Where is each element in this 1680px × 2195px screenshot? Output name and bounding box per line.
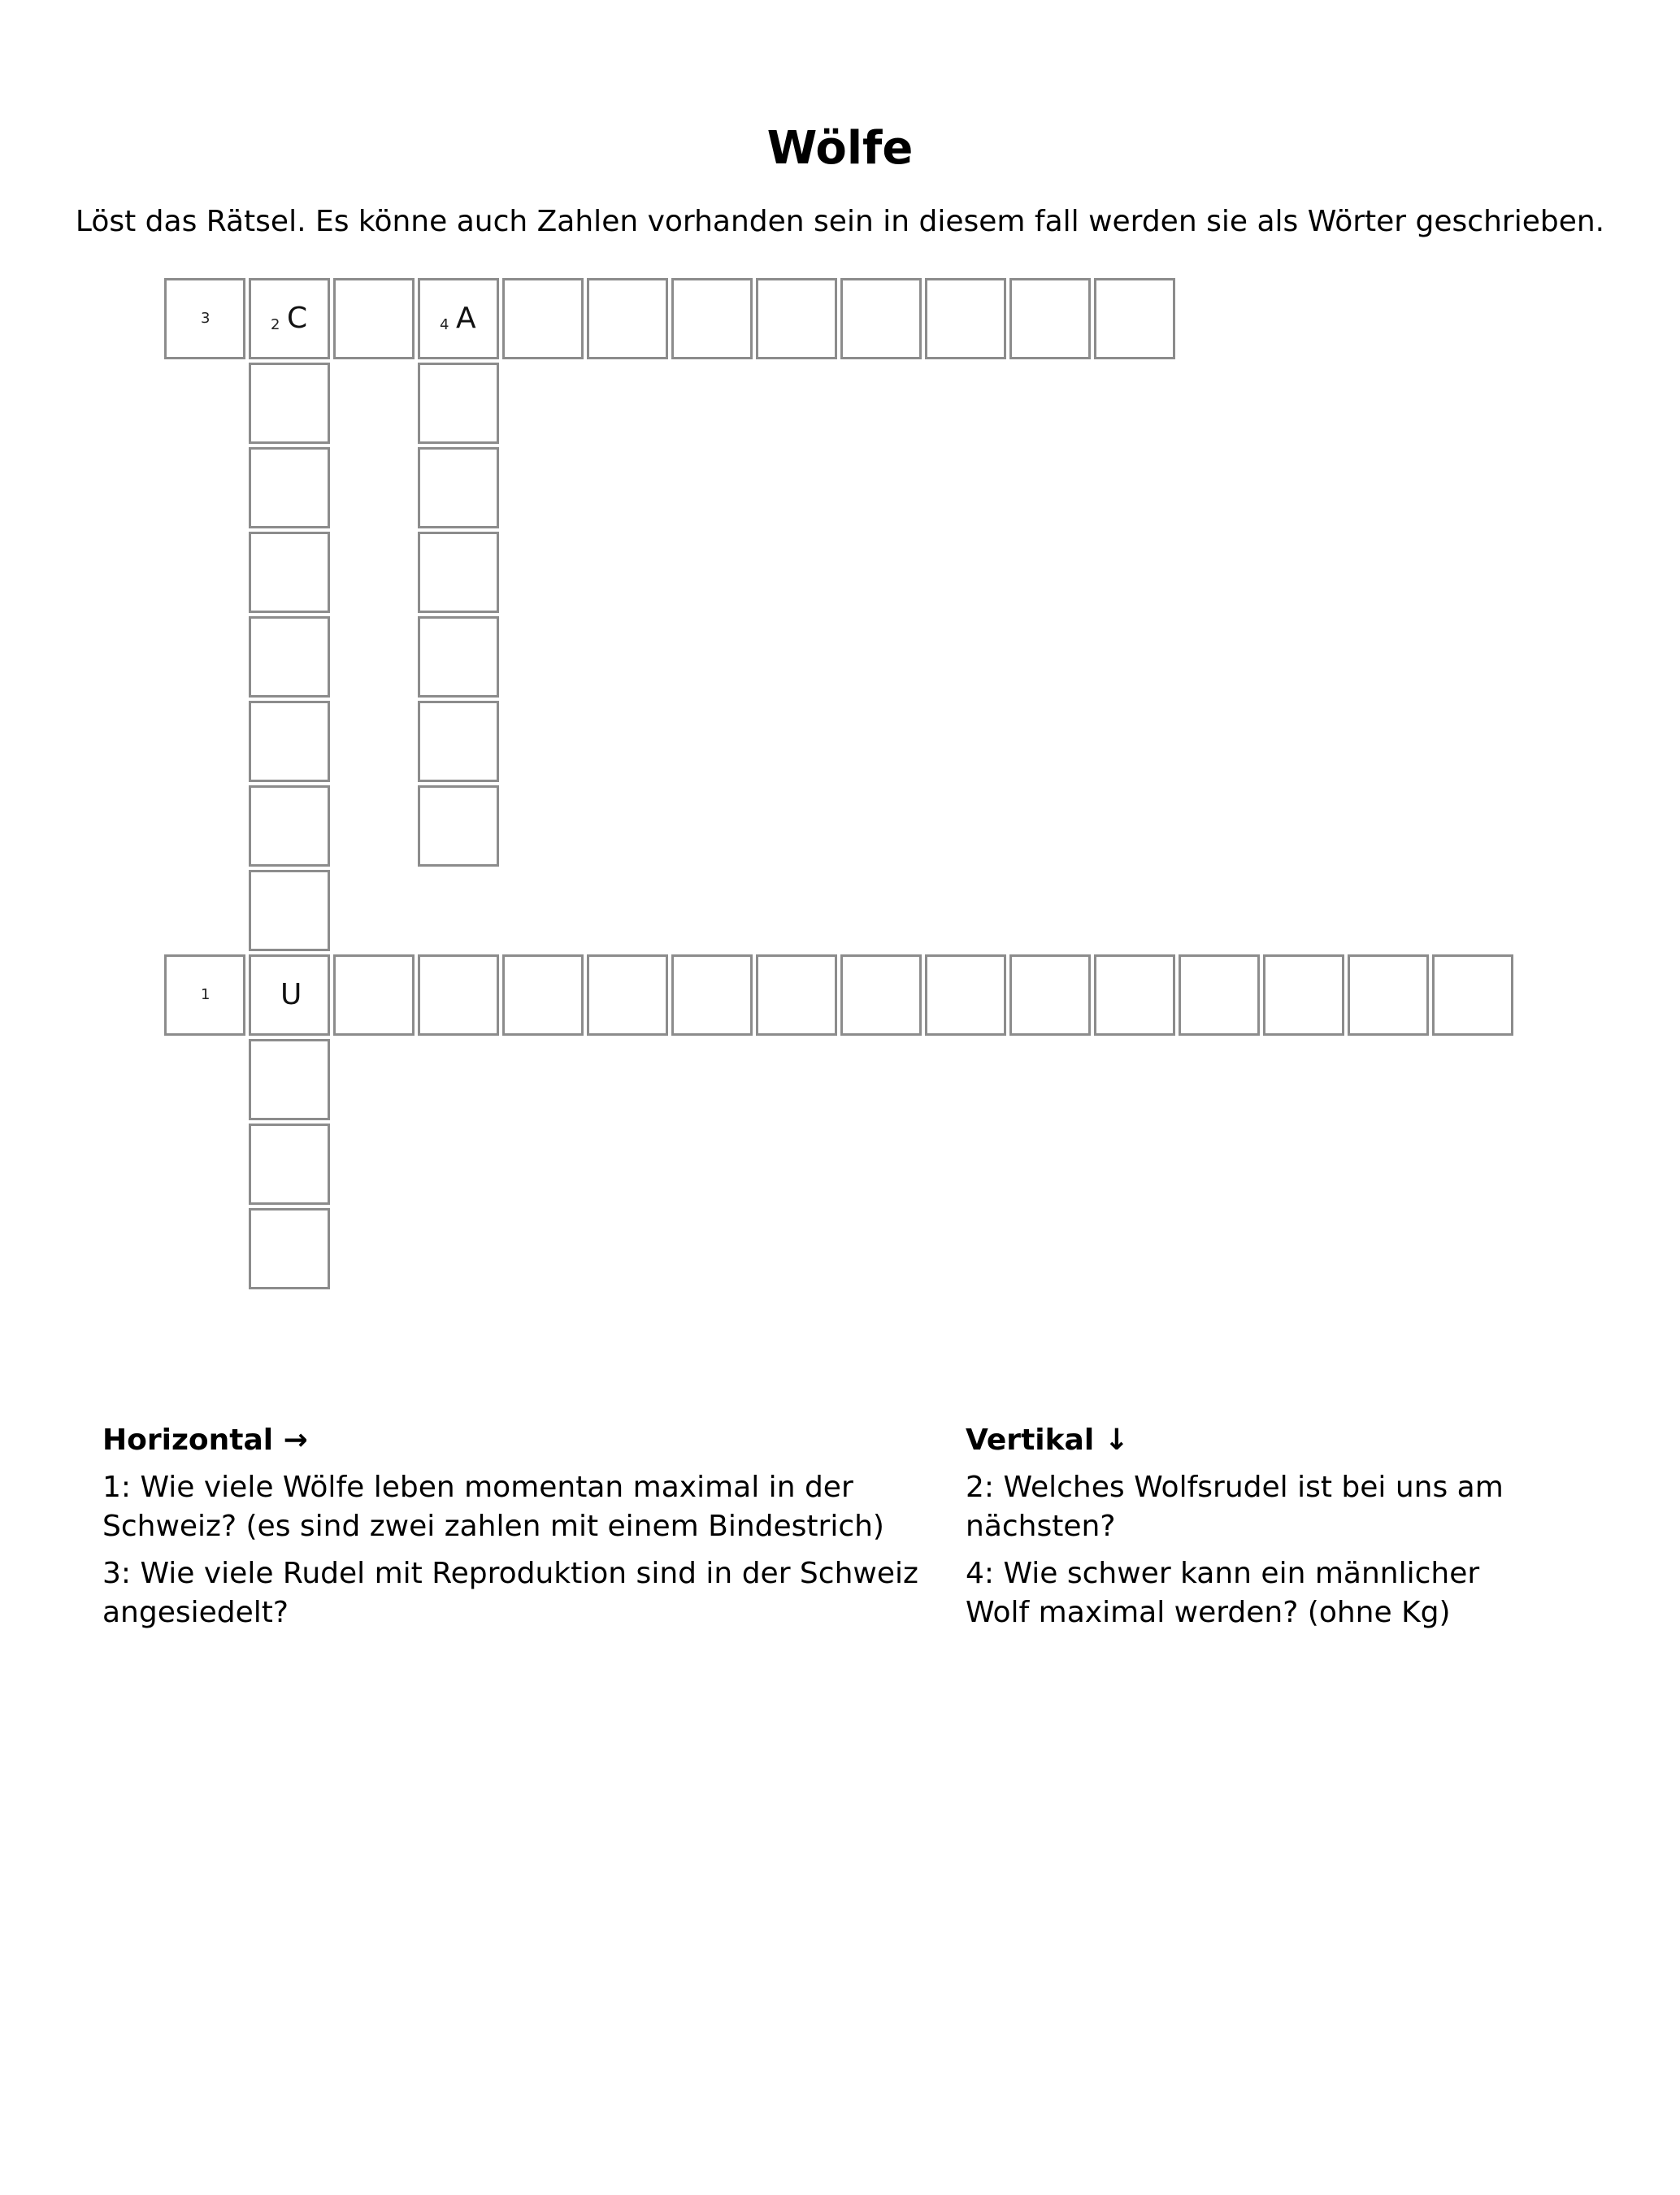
crossword-cell[interactable] [249, 954, 330, 1036]
crossword-cell[interactable] [249, 532, 330, 613]
crossword-cell[interactable] [164, 278, 245, 359]
crossword-cell[interactable] [587, 278, 668, 359]
cell-letter: A [456, 302, 476, 335]
crossword-cell[interactable] [418, 701, 499, 782]
crossword-cell[interactable] [249, 1208, 330, 1289]
crossword-cell[interactable] [249, 1124, 330, 1205]
crossword-cell[interactable] [418, 363, 499, 444]
clue-number: 1 [201, 986, 211, 1003]
crossword-cell[interactable] [502, 954, 584, 1036]
horizontal-heading: Horizontal → [102, 1423, 308, 1457]
crossword-cell[interactable] [840, 278, 922, 359]
crossword-cell[interactable] [249, 1039, 330, 1120]
clues-horizontal [102, 1421, 964, 1641]
clue-down-4: 4: Wie schwer kann ein männlicher Wolf maximal werden? (ohne Kg) [966, 1557, 1480, 1629]
crossword-cell[interactable] [1348, 954, 1429, 1036]
crossword-cell[interactable] [671, 954, 753, 1036]
crossword-cell[interactable] [249, 278, 330, 359]
clue-across-1: 1: Wie viele Wölfe leben momentan maximal in der Schweiz? (es sind zwei zahlen mit einem Bindestrich) [102, 1471, 884, 1543]
crossword-cell[interactable] [1094, 954, 1175, 1036]
crossword-cell[interactable] [671, 278, 753, 359]
clues-vertical [966, 1421, 1551, 1641]
crossword-cell[interactable] [418, 447, 499, 528]
crossword-cell[interactable] [925, 278, 1006, 359]
crossword-cell[interactable] [418, 954, 499, 1036]
crossword-cell[interactable] [1009, 954, 1091, 1036]
cell-letter: C [287, 302, 308, 335]
crossword-cell[interactable] [1263, 954, 1344, 1036]
crossword-cell[interactable] [249, 870, 330, 951]
crossword-cell[interactable] [249, 785, 330, 867]
crossword-cell[interactable] [418, 616, 499, 698]
clue-number: 3 [201, 310, 211, 327]
page-title: Wölfe [766, 122, 914, 175]
crossword-cell[interactable] [1432, 954, 1513, 1036]
instructions: Löst das Rätsel. Es könne auch Zahlen vorhanden sein in diesem fall werden sie als Wörter geschrieben. [75, 205, 1605, 238]
crossword-cell[interactable] [1009, 278, 1091, 359]
clue-number: 2 [271, 316, 280, 333]
crossword-cell[interactable] [249, 616, 330, 698]
crossword-cell[interactable] [418, 278, 499, 359]
crossword-cell[interactable] [249, 701, 330, 782]
crossword-cell[interactable] [840, 954, 922, 1036]
crossword-cell[interactable] [756, 278, 837, 359]
crossword-cell[interactable] [925, 954, 1006, 1036]
clue-down-2: 2: Welches Wolfsrudel ist bei uns am nächsten? [966, 1471, 1504, 1543]
crossword-cell[interactable] [502, 278, 584, 359]
crossword-cell[interactable] [333, 278, 415, 359]
crossword-cell[interactable] [164, 954, 245, 1036]
crossword-cell[interactable] [418, 532, 499, 613]
crossword-cell[interactable] [756, 954, 837, 1036]
crossword-cell[interactable] [1179, 954, 1260, 1036]
clue-number: 4 [440, 316, 449, 333]
crossword-cell[interactable] [333, 954, 415, 1036]
crossword-cell[interactable] [249, 363, 330, 444]
clue-across-3: 3: Wie viele Rudel mit Reproduktion sind in der Schweiz angesiedelt? [102, 1557, 918, 1629]
crossword-cell[interactable] [587, 954, 668, 1036]
crossword-cell[interactable] [1094, 278, 1175, 359]
vertical-heading: Vertikal ↓ [966, 1423, 1129, 1457]
crossword-cell[interactable] [249, 447, 330, 528]
cell-letter: U [280, 978, 302, 1011]
crossword-cell[interactable] [418, 785, 499, 867]
